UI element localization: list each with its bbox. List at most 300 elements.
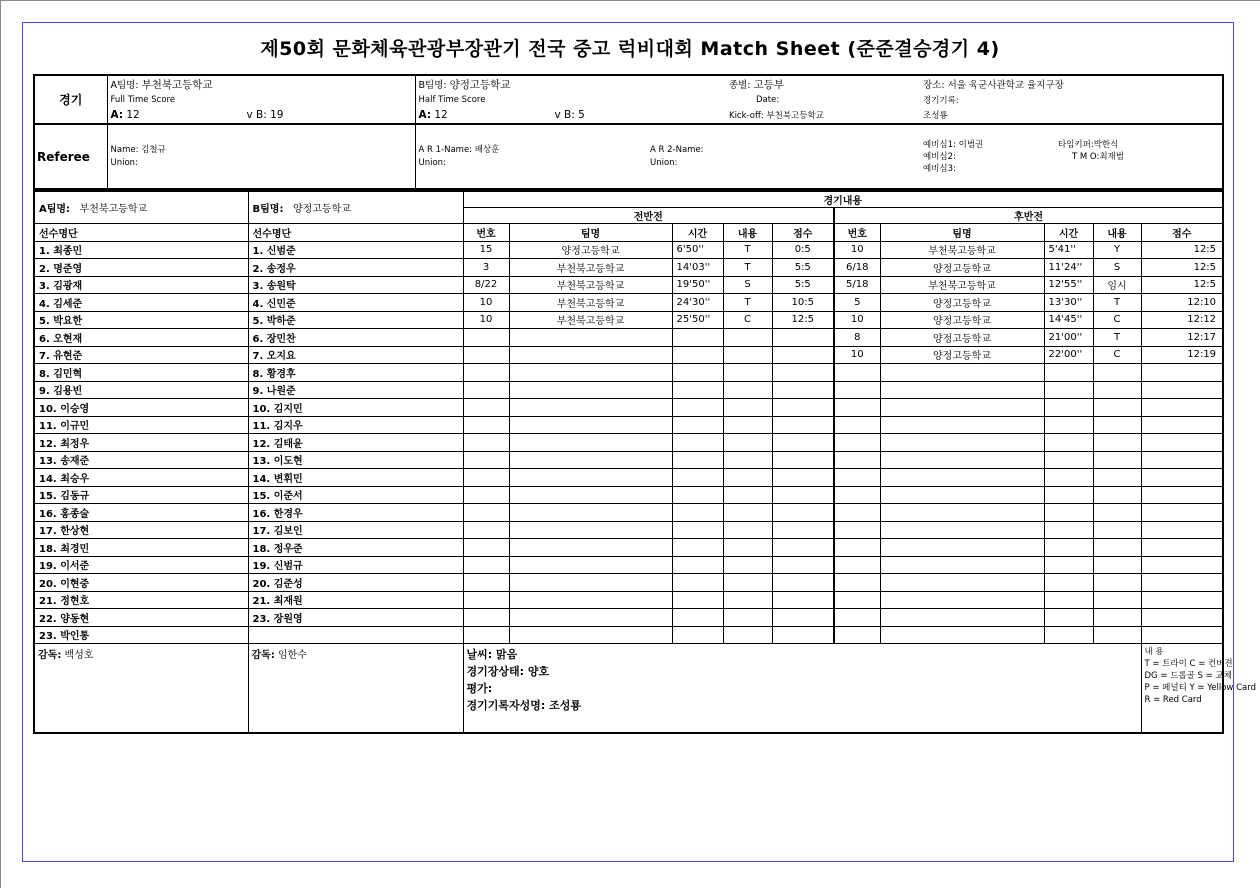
second-half-no [834, 539, 880, 557]
second-half-score: 12:5 [1141, 259, 1223, 277]
first-half-col-time: 시간 [672, 224, 723, 242]
second-half-score [1141, 399, 1223, 417]
table-row [34, 539, 1223, 557]
first-half-score [772, 504, 834, 522]
roster-b-team-name: 양정고등학교 [292, 204, 351, 215]
second-half-score [1141, 521, 1223, 539]
roster-a-team-label: A팀명: [39, 204, 71, 215]
second-half-no [834, 364, 880, 382]
second-half-time [1044, 504, 1093, 522]
first-half-time [672, 469, 723, 487]
ar1-union-label: Union: [418, 157, 446, 168]
recorder-name: 조성룡 [923, 110, 948, 121]
second-half-type [1093, 591, 1141, 609]
first-half-type [723, 626, 772, 644]
first-half-no [463, 539, 509, 557]
table-row [34, 469, 1223, 487]
second-half-no [834, 626, 880, 644]
first-half-col-score: 점수 [772, 224, 834, 242]
second-half-no: 6/18 [834, 259, 880, 277]
second-half-team: 부천북고등학교 [880, 276, 1044, 294]
half-time-a-label: A: [418, 108, 432, 121]
second-half-score [1141, 504, 1223, 522]
player-a: 12. 최정우 [34, 434, 248, 452]
first-half-type: S [723, 276, 772, 294]
second-half-team: 양정고등학교 [880, 329, 1044, 347]
second-half-team [880, 539, 1044, 557]
first-half-time: 25'50'' [672, 311, 723, 329]
second-half-no: 8 [834, 329, 880, 347]
second-half-type [1093, 469, 1141, 487]
player-b: 21. 최재원 [248, 591, 463, 609]
first-half-time [672, 504, 723, 522]
half-time-label: Half Time Score [415, 93, 726, 106]
second-half-header: 후반전 [834, 208, 1223, 224]
first-half-header: 전반전 [463, 208, 834, 224]
second-half-no [834, 504, 880, 522]
first-half-no [463, 626, 509, 644]
reserve-referee-2: 예비심2: [923, 151, 956, 162]
first-half-team [509, 346, 672, 364]
second-half-team [880, 609, 1044, 627]
table-row [34, 574, 1223, 592]
second-half-time: 13'30'' [1044, 294, 1093, 312]
first-half-time: 14'03'' [672, 259, 723, 277]
player-a: 8. 김민혁 [34, 364, 248, 382]
table-row [34, 276, 1223, 294]
second-half-type: C [1093, 346, 1141, 364]
first-half-type: T [723, 259, 772, 277]
ar1-label: A R 1-Name: [418, 144, 473, 155]
table-row [34, 504, 1223, 522]
player-b: 15. 이준서 [248, 486, 463, 504]
first-half-team [509, 364, 672, 382]
second-half-time [1044, 574, 1093, 592]
first-half-time [672, 346, 723, 364]
first-half-type [723, 469, 772, 487]
first-half-team [509, 416, 672, 434]
ref-union-label: Union: [110, 157, 138, 168]
second-half-type [1093, 381, 1141, 399]
player-b: 2. 송정우 [248, 259, 463, 277]
first-half-team [509, 399, 672, 417]
table-row [34, 451, 1223, 469]
first-half-score [772, 609, 834, 627]
match-content-header: 경기내용 [463, 191, 1223, 208]
second-half-team [880, 399, 1044, 417]
table-row [34, 241, 1223, 259]
first-half-type [723, 346, 772, 364]
second-half-team: 양정고등학교 [880, 311, 1044, 329]
first-half-no: 3 [463, 259, 509, 277]
player-b: 3. 송원탁 [248, 276, 463, 294]
first-half-type: T [723, 241, 772, 259]
table-row [34, 434, 1223, 452]
first-half-score: 12:5 [772, 311, 834, 329]
player-b: 14. 변휘민 [248, 469, 463, 487]
table-row [34, 626, 1223, 644]
second-half-no: 10 [834, 346, 880, 364]
first-half-score [772, 451, 834, 469]
first-half-team [509, 539, 672, 557]
venue-value: 서울 육군사관학교 율지구장 [947, 80, 1064, 92]
player-a: 1. 최종민 [34, 241, 248, 259]
legend-line: DG = 드롭골 S = 교체 [1144, 671, 1232, 681]
first-half-type [723, 539, 772, 557]
second-half-type [1093, 556, 1141, 574]
second-half-score [1141, 556, 1223, 574]
first-half-score [772, 486, 834, 504]
player-a: 9. 김용빈 [34, 381, 248, 399]
second-half-no: 5/18 [834, 276, 880, 294]
first-half-time [672, 399, 723, 417]
second-half-score [1141, 364, 1223, 382]
second-half-time [1044, 469, 1093, 487]
match-sheet-grid [33, 190, 1256, 734]
first-half-team [509, 504, 672, 522]
second-half-no [834, 591, 880, 609]
full-time-a-score: 12 [126, 108, 140, 121]
first-half-time: 24'30'' [672, 294, 723, 312]
second-half-time [1044, 556, 1093, 574]
first-half-team: 부천북고등학교 [509, 276, 672, 294]
second-half-time [1044, 364, 1093, 382]
first-half-time: 19'50'' [672, 276, 723, 294]
second-half-no [834, 609, 880, 627]
roster-b-header: 선수명단 [248, 224, 463, 242]
first-half-type [723, 399, 772, 417]
player-a: 5. 박요한 [34, 311, 248, 329]
second-half-type [1093, 574, 1141, 592]
first-half-team [509, 626, 672, 644]
player-a: 22. 양동현 [34, 609, 248, 627]
ref-name-label: Name: [110, 144, 139, 155]
second-half-type [1093, 609, 1141, 627]
first-half-time [672, 416, 723, 434]
player-a: 14. 최승우 [34, 469, 248, 487]
second-half-type: C [1093, 311, 1141, 329]
reserve-referee-1: 예비심1: 이범권 [923, 139, 984, 150]
second-half-score [1141, 626, 1223, 644]
second-half-score [1141, 434, 1223, 452]
player-b: 5. 박하준 [248, 311, 463, 329]
player-b: 7. 오지요 [248, 346, 463, 364]
second-half-team [880, 434, 1044, 452]
first-half-col-number: 번호 [463, 224, 509, 242]
half-time-b-label: v B: [554, 108, 575, 121]
table-row [34, 556, 1223, 574]
first-half-type [723, 609, 772, 627]
referee-label: Referee [34, 124, 107, 189]
player-a: 4. 김세준 [34, 294, 248, 312]
player-b [248, 626, 463, 644]
first-half-no [463, 591, 509, 609]
first-half-no: 15 [463, 241, 509, 259]
second-half-team [880, 451, 1044, 469]
second-half-type: S [1093, 259, 1141, 277]
second-half-no [834, 381, 880, 399]
player-b: 11. 김지우 [248, 416, 463, 434]
player-a: 7. 유현준 [34, 346, 248, 364]
first-half-time: 6'50'' [672, 241, 723, 259]
second-half-col-team: 팀명 [880, 224, 1044, 242]
first-half-no [463, 451, 509, 469]
full-time-b-label: v B: [246, 108, 267, 121]
table-row [34, 259, 1223, 277]
second-half-time [1044, 381, 1093, 399]
first-half-score: 0:5 [772, 241, 834, 259]
first-half-type [723, 434, 772, 452]
table-row [34, 346, 1223, 364]
player-a: 2. 명준영 [34, 259, 248, 277]
second-half-time [1044, 416, 1093, 434]
ar1-name: 배상훈 [474, 144, 500, 155]
coach-b-label: 감독: [251, 650, 275, 661]
first-half-type [723, 364, 772, 382]
ar2-label: A R 2-Name: [650, 144, 704, 155]
first-half-score [772, 381, 834, 399]
player-a: 10. 이승영 [34, 399, 248, 417]
second-half-col-number: 번호 [834, 224, 880, 242]
first-half-no [463, 486, 509, 504]
table-row [34, 294, 1223, 312]
coach-a-name: 백성호 [64, 650, 94, 661]
first-half-no: 10 [463, 311, 509, 329]
first-half-score: 5:5 [772, 259, 834, 277]
second-half-type [1093, 434, 1141, 452]
second-half-team [880, 364, 1044, 382]
second-half-score: 12:17 [1141, 329, 1223, 347]
first-half-type [723, 381, 772, 399]
second-half-team [880, 591, 1044, 609]
second-half-no: 10 [834, 241, 880, 259]
first-half-no [463, 364, 509, 382]
first-half-type [723, 574, 772, 592]
first-half-score [772, 364, 834, 382]
table-row [34, 609, 1223, 627]
table-row [34, 521, 1223, 539]
second-half-no [834, 451, 880, 469]
second-half-score [1141, 381, 1223, 399]
first-half-col-content: 내용 [723, 224, 772, 242]
ar2-union-label: Union: [650, 157, 678, 168]
second-half-score [1141, 486, 1223, 504]
second-half-score [1141, 451, 1223, 469]
first-half-time [672, 364, 723, 382]
second-half-time [1044, 399, 1093, 417]
first-half-score [772, 416, 834, 434]
second-half-team [880, 521, 1044, 539]
first-half-score [772, 591, 834, 609]
second-half-no [834, 521, 880, 539]
second-half-no [834, 416, 880, 434]
first-half-team [509, 469, 672, 487]
first-half-team [509, 521, 672, 539]
first-half-type [723, 556, 772, 574]
first-half-no: 10 [463, 294, 509, 312]
first-half-type [723, 591, 772, 609]
player-a: 21. 정현호 [34, 591, 248, 609]
field-condition: 경기장상태: 양호 [466, 665, 550, 678]
first-half-type [723, 521, 772, 539]
first-half-no [463, 556, 509, 574]
second-half-score [1141, 416, 1223, 434]
first-half-team [509, 381, 672, 399]
second-half-type [1093, 539, 1141, 557]
roster-a-header: 선수명단 [34, 224, 248, 242]
roster-b-team-label: B팀명: [252, 204, 284, 215]
roster-a-team-name: 부천북고등학교 [79, 204, 148, 215]
table-row [34, 364, 1223, 382]
second-half-team [880, 416, 1044, 434]
first-half-time [672, 556, 723, 574]
second-half-team [880, 381, 1044, 399]
reserve-referee-3: 예비심3: [923, 163, 956, 174]
first-half-time [672, 451, 723, 469]
second-half-time: 11'24'' [1044, 259, 1093, 277]
first-half-no [463, 399, 509, 417]
first-half-score [772, 574, 834, 592]
player-b: 19. 신범규 [248, 556, 463, 574]
first-half-type [723, 416, 772, 434]
second-half-type [1093, 504, 1141, 522]
player-b: 23. 장원영 [248, 609, 463, 627]
second-half-score: 12:12 [1141, 311, 1223, 329]
second-half-no: 5 [834, 294, 880, 312]
second-half-no [834, 486, 880, 504]
table-row [34, 311, 1223, 329]
second-half-team: 양정고등학교 [880, 294, 1044, 312]
recorder-signature: 경기기록자성명: 조성룡 [466, 699, 581, 712]
game-label: 경기 [59, 93, 83, 108]
first-half-score [772, 626, 834, 644]
second-half-team [880, 504, 1044, 522]
player-a: 18. 최경민 [34, 539, 248, 557]
evaluation: 평가: [466, 682, 493, 695]
second-half-col-time: 시간 [1044, 224, 1093, 242]
first-half-time [672, 486, 723, 504]
team-b-label: B팀명: [418, 79, 447, 91]
first-half-type: T [723, 294, 772, 312]
venue-label: 장소: [923, 80, 945, 92]
tmo: T M O:최재범 [1072, 151, 1124, 162]
first-half-team [509, 451, 672, 469]
second-half-score: 12:5 [1141, 276, 1223, 294]
timekeeper: 타임키퍼:박한식 [1058, 139, 1119, 150]
second-half-type [1093, 451, 1141, 469]
legend [1141, 644, 1256, 734]
first-half-time [672, 574, 723, 592]
first-half-score [772, 329, 834, 347]
player-b: 20. 김준성 [248, 574, 463, 592]
second-half-col-content: 내용 [1093, 224, 1141, 242]
first-half-no [463, 609, 509, 627]
player-b: 10. 김지민 [248, 399, 463, 417]
second-half-type [1093, 626, 1141, 644]
second-half-score [1141, 539, 1223, 557]
second-half-no [834, 434, 880, 452]
window-edge-left [0, 0, 1, 888]
player-a: 11. 이규민 [34, 416, 248, 434]
first-half-score [772, 469, 834, 487]
table-row [34, 399, 1223, 417]
team-b-name: 양정고등학교 [449, 78, 511, 91]
second-half-type: T [1093, 329, 1141, 347]
player-b: 13. 이도현 [248, 451, 463, 469]
player-a: 16. 홍종술 [34, 504, 248, 522]
first-half-team [509, 434, 672, 452]
second-half-no [834, 574, 880, 592]
player-b: 16. 한경우 [248, 504, 463, 522]
second-half-time: 14'45'' [1044, 311, 1093, 329]
team-a-name: 부천북고등학교 [141, 78, 213, 91]
player-a: 20. 이현중 [34, 574, 248, 592]
first-half-type [723, 504, 772, 522]
second-half-time [1044, 626, 1093, 644]
second-half-time [1044, 486, 1093, 504]
second-half-team [880, 556, 1044, 574]
player-b: 18. 정우준 [248, 539, 463, 557]
first-half-no [463, 434, 509, 452]
legend-line: T = 트라이 C = 컨버젼 [1144, 659, 1233, 669]
second-half-time: 22'00'' [1044, 346, 1093, 364]
record-label: 경기기록: [923, 95, 959, 106]
player-b: 6. 장민찬 [248, 329, 463, 347]
team-a-label: A팀명: [110, 79, 139, 91]
second-half-type [1093, 486, 1141, 504]
table-row [34, 381, 1223, 399]
second-half-time: 5'41'' [1044, 241, 1093, 259]
second-half-team [880, 626, 1044, 644]
first-half-time [672, 381, 723, 399]
first-half-team: 부천북고등학교 [509, 294, 672, 312]
first-half-team [509, 556, 672, 574]
player-b: 4. 신민준 [248, 294, 463, 312]
first-half-time [672, 626, 723, 644]
second-half-time [1044, 451, 1093, 469]
full-time-a-label: A: [110, 108, 124, 121]
window-edge-top [0, 0, 1260, 1]
legend-line: R = Red Card [1144, 695, 1202, 705]
legend-line: P = 페널티 Y = Yellow Card [1144, 683, 1256, 693]
table-row [34, 486, 1223, 504]
match-info-box [33, 74, 1224, 190]
first-half-no: 8/22 [463, 276, 509, 294]
player-b: 17. 김보인 [248, 521, 463, 539]
coach-a-label: 감독: [38, 650, 62, 661]
second-half-score [1141, 574, 1223, 592]
first-half-time [672, 609, 723, 627]
second-half-time [1044, 521, 1093, 539]
division-value: 고등부 [753, 78, 785, 91]
first-half-time [672, 521, 723, 539]
first-half-team [509, 591, 672, 609]
first-half-type [723, 329, 772, 347]
first-half-no [463, 504, 509, 522]
weather: 날씨: 맑음 [466, 648, 518, 661]
first-half-score [772, 539, 834, 557]
kickoff-value: 부천북고등학교 [766, 110, 824, 121]
coach-b-name: 임한수 [278, 650, 307, 661]
second-half-score: 12:10 [1141, 294, 1223, 312]
first-half-score [772, 521, 834, 539]
legend-title: 내 용 [1144, 647, 1164, 657]
second-half-time [1044, 591, 1093, 609]
second-half-type: 임시 [1093, 276, 1141, 294]
player-b: 1. 신범준 [248, 241, 463, 259]
second-half-time [1044, 609, 1093, 627]
second-half-score [1141, 609, 1223, 627]
